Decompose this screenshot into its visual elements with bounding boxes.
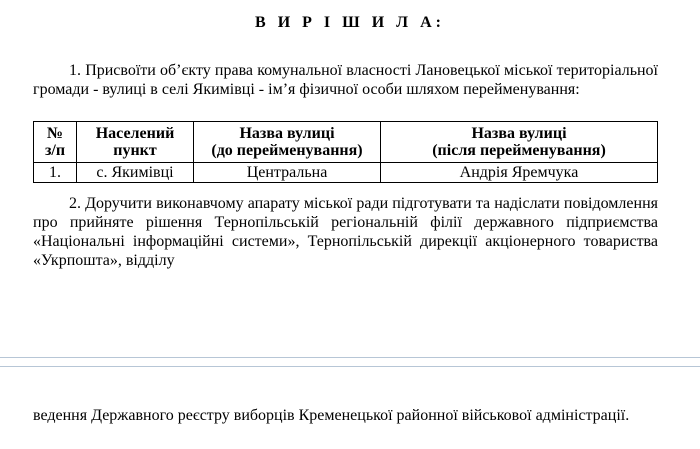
rename-table [33,121,658,183]
cell-settlement: с. Якимівці [77,163,194,183]
header-new-name [381,122,658,163]
header-number-label: № з/п [44,125,66,159]
header-number [34,122,77,163]
decision-item-2: 2. Доручити виконавчому апарату міської ради підготувати та надіслати повідомлення про прийняте рішення Тернопільській регіональній філії державного підприємства «Національні інформаційні системи», Тернопільській дирекції акціонерного товариства «Укрпошта», відділу [33,195,658,269]
header-new-name-label: Назва вулиці (після перейменування) [432,125,606,159]
table-row [34,163,658,183]
table-header-row [34,122,658,163]
page-break-bottom-line [0,366,700,367]
header-old-name [194,122,381,163]
cell-new-name: Андрія Яремчука [381,163,658,183]
header-settlement-label: Населений пункт [95,125,175,159]
header-settlement [77,122,194,163]
cell-old-name: Центральна [194,163,381,183]
page-break-gap [0,358,700,366]
header-old-name-label: Назва вулиці (до перейменування) [211,125,363,159]
decision-heading: В И Р І Ш И Л А: [255,14,445,31]
decision-item-1: 1. Присвоїти об’єкту права комунальної власності Лановецької міської територіальної громади - вулиці в селі Якимівці - ім’я фізичної особи шляхом перейменування: [33,62,658,98]
cell-number: 1. [34,163,77,183]
decision-item-2-continued: ведення Державного реєстру виборців Кременецької районної військової адміністрації. [33,407,630,424]
